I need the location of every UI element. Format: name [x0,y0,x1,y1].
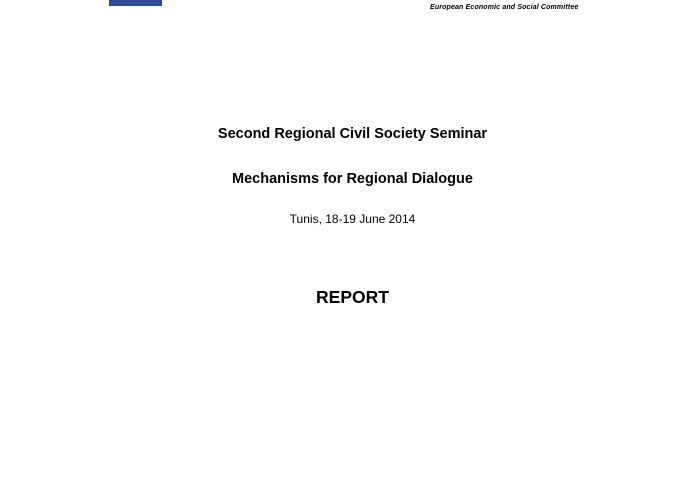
seminar-subtitle: Mechanisms for Regional Dialogue [232,171,473,187]
report-heading: REPORT [316,287,389,307]
eesc-logo [109,0,162,6]
committee-name: European Economic and Social Committee [430,4,579,11]
seminar-venue-date: Tunis, 18-19 June 2014 [289,212,416,226]
seminar-title: Second Regional Civil Society Seminar [217,126,488,142]
